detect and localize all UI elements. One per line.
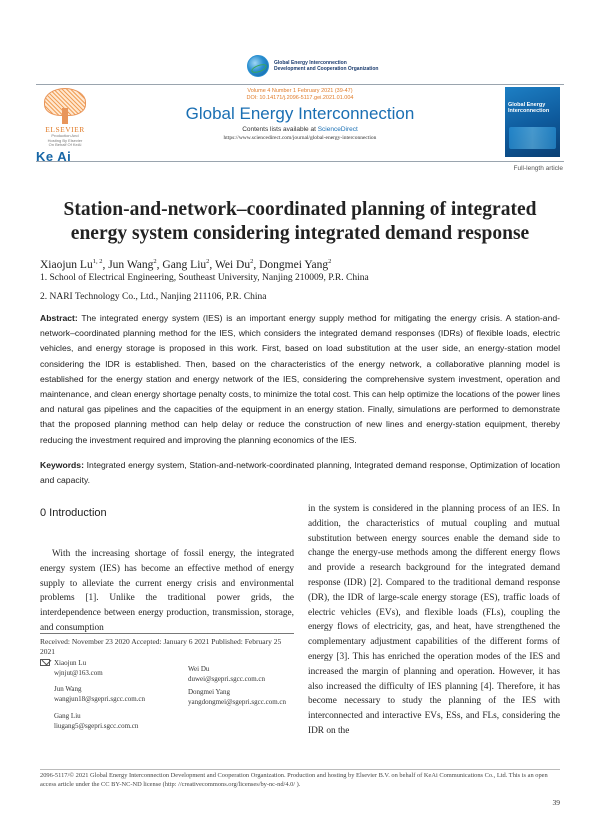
article-type: Full-length article (513, 165, 563, 172)
contact-entry: Gang Liu liugang5@sgepri.sgcc.com.cn (54, 712, 184, 731)
header-rule-bottom (36, 161, 564, 162)
contact-entry: Jun Wang wangjun18@sgepri.sgcc.com.cn (54, 685, 184, 704)
globe-icon (247, 55, 269, 77)
license-rule (40, 769, 560, 770)
org-name (274, 60, 378, 72)
abstract-text: The integrated energy system (IES) is an important energy supply method for mitigating the energy crisis. A station-and-network–coordinated planning method for the IES, which considers the integrated demand responses (IDRs) of flexible loads, electric vehicles, and energy storage is proposed in this work. First, based on load substitution at the user side, an energy-station model considering the IDR is established. Then, based on the characteristics of the energy network, a collaborative planning model is established for the energy station and energy network of the IES, considering the comprehensive system investment, operation and maintenance, and clean energy shortage penalty costs, to minimize the total cost. This can help optimize the locations of the power lines and natural gas pipelines and the capacities of the equipment in an energy station. Finally, simulations are performed to demonstrate that the proposed planning method can help delay or reduce the construction of new lines and energy-station equipment, thereby reducing the investment required and improving the planning economics of the IES. (40, 313, 560, 445)
intro-left-column: With the increasing shortage of fossil energy, the integrated energy system (IES) has become an effective method of energy supply to alleviate the current energy crisis and environmental problems [1]. Unlike the traditional power grids, the interdependence between energy production, transmission, storage, and consumption (40, 549, 294, 633)
keywords-text: Integrated energy system, Station-and-network-coordinated planning, Integrated demand response, Optimization of location and capacity. (40, 460, 560, 486)
contact-email[interactable]: liugang5@sgepri.sgcc.com.cn (54, 721, 139, 730)
journal-header (110, 88, 490, 142)
affiliation-1: 1. School of Electrical Engineering, Southeast University, Nanjing 210009, P.R. China (40, 273, 369, 283)
contact-email[interactable]: duwei@sgepri.sgcc.com.cn (188, 674, 266, 683)
cover-graphic (509, 127, 556, 149)
doi-line[interactable]: DOI: 10.14171/j.2096-5117.gei.2021.01.004 (246, 95, 354, 101)
elsevier-tree-icon (36, 86, 94, 124)
cover-title: Global Energy Interconnection (508, 102, 550, 114)
envelope-icon (40, 659, 50, 666)
author: Dongmei Yang$^2$ (259, 258, 332, 271)
publisher-logo (36, 86, 94, 164)
org-logo (247, 55, 378, 77)
org-name-line2: Development and Cooperation Organization (274, 66, 379, 72)
paper-title-line2: energy system considering integrated demand response (70, 223, 530, 244)
volume-line: Volume 4 Number 1 February 2021 (39-47) (247, 88, 353, 94)
contact-email[interactable]: wangjun18@sgepri.sgcc.com.cn (54, 694, 146, 703)
license-text: 2096-5117/© 2021 Global Energy Interconnection Development and Cooperation Organization. Production and hosting by Elsevier B.V. on behalf of KeAi Communications Co., Ltd. This is an open access article under the CC BY-NC-ND license (http: //creativecommons.org/licenses/by-nc-nd/4.0/ ). (40, 772, 548, 788)
paper-title (40, 198, 560, 246)
contact-entry: Xiaojun Lu wjnjut@163.com (40, 659, 170, 678)
abstract (40, 311, 560, 448)
publisher-sub: Production And Hosting By Elsevier On Behalf Of KeAi (47, 133, 83, 147)
author: Wei Du$^2$, (214, 258, 260, 271)
author: Gang Liu$^2$, (162, 258, 215, 271)
section-heading-introduction: 0 Introduction (40, 507, 107, 519)
keai-logo: Ke Ai (36, 148, 72, 164)
journal-cover (505, 87, 560, 157)
sciencedirect-link[interactable]: ScienceDirect (317, 126, 358, 133)
author: Xiaojun Lu$^{1, 2}$, (40, 258, 109, 271)
author-list (40, 255, 331, 272)
footnote-rule (40, 633, 294, 634)
contact-email[interactable]: wjnjut@163.com (54, 668, 103, 677)
header-rule-top (36, 84, 564, 85)
journal-title: Global Energy Interconnection (185, 104, 415, 123)
contact-email[interactable]: yangdongmei@sgepri.sgcc.com.cn (188, 697, 287, 706)
article-dates: Received: November 23 2020 Accepted: January 6 2021 Published: February 25 2021 (40, 637, 282, 656)
author: Jun Wang$^2$, (108, 258, 163, 271)
keywords-label: Keywords: (40, 460, 84, 470)
intro-right-column: in the system is considered in the planning process of an IES. In addition, the characteristics of mutual coupling and mutual substitution between energy sources enable the demand side to change the energy-use methods among the different energy flows and provide a research background for the integrated demand response (IDR) [2]. Compared to the traditional demand response (DR), the IDR of large-scale energy storage (ES), traffic loads of electric vehicles (EVs), and flexible loads (FLs), coupling the energy flows of electricity, gas, and heat, have strengthened the complementary adjustment capabilities of the different forms of energy [3]. This has enriched the operation modes of the IES and increased the margin of planning and operation. However, it has also increased the difficulty of IES planning [4]. Therefore, it has become necessary to study the planning of the IES with interconnected and interactive EVs, ESs, and FLs, considering the IDR on the (308, 504, 560, 736)
elsevier-wordmark: ELSEVIER (45, 125, 85, 134)
org-name-line1: Global Energy Interconnection (274, 60, 347, 66)
paper-title-line1: Station-and-network–coordinated planning of integrated (63, 199, 537, 220)
affiliation-2: 2. NARI Technology Co., Ltd., Nanjing 211106, P.R. China (40, 292, 267, 302)
page-number: 39 (552, 798, 560, 807)
contents-line: Contents lists available at ScienceDirect (242, 126, 358, 133)
contact-entry: Dongmei Yang yangdongmei@sgepri.sgcc.com.cn (188, 688, 318, 707)
abstract-label: Abstract: (40, 313, 78, 323)
journal-url[interactable]: https://www.sciencedirect.com/journal/global-energy-interconnection (223, 135, 377, 141)
contact-entry: Wei Du duwei@sgepri.sgcc.com.cn (188, 665, 318, 684)
keywords (40, 458, 560, 488)
